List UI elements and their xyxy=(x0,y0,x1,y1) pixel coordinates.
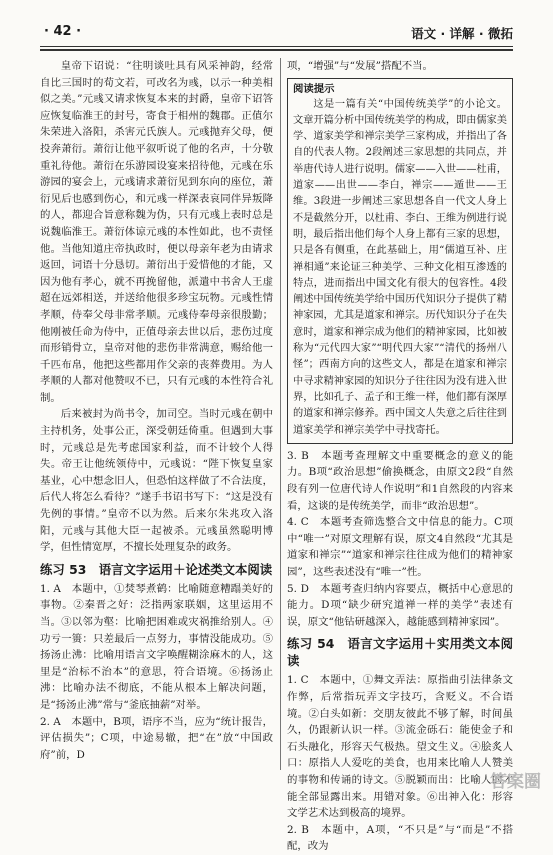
exercise-54-answer-2: 2. B 本题中，A项，“不只是”与“而是”不搭配，改为 xyxy=(287,823,513,853)
translation-para-2: 后来被封为尚书令，加司空。当时元彧在朝中主持机务，处事公正，深受朝廷倚重。但遇到大事时，元彧总是先考虑国家利益，而不计较个人得失。帝王让他统领侍中，元彧说：“陛下恢复皇家基业，心中想念旧人，但恐怕这样做了不合法度，后代人将怎么看待？”遂手书诏书写下：“这是没有先例的事情。”皇帝不以为然。后来尔朱兆攻入洛阳，元彧与其他大臣一起被杀。元彧虽然聪明博学，但性情宽厚，不擅长处理复杂的政务。 xyxy=(40,408,273,554)
exercise-53-answer-1: 1. A 本题中，①焚琴煮鹤：比喻随意糟蹋美好的事物。②秦晋之好：泛指两家联姻，这里运用不当。③以邻为壑：比喻把困难或灾祸推给别人。④功亏一篑：只差最后一点努力，事情没能成功。⑤扬汤止沸：比喻用语言文字唤醒糊涂麻木的人，这里是“治标不治本”的意思，符合语境。⑥扬汤止沸：比喻办法不彻底，不能从根本上解决问题，是“扬汤止沸”常与“釜底抽薪”对举。 xyxy=(40,582,273,711)
exercise-53-answer-2: 2. A 本题中，B项，语序不当，应为“统计报告，评估损失”；C项，中途易辙，把“在”放“中国政府”前，D xyxy=(40,715,273,761)
exercise-53-heading: 练习 53 语言文字运用＋论述类文本阅读 xyxy=(40,561,273,577)
page-number: · 42 · xyxy=(44,24,82,39)
answer-4: 4. C 本题考查筛选整合文中信息的能力。C项中“唯一”对原文理解有误，原文4自然段“尤其是道家和禅宗”“道家和禅宗往往成为他们的精神家园”，这些表述没有“唯一”性。 xyxy=(287,516,513,578)
answer-3: 3. B 本题考查理解文中重要概念的意义的能力。B项“政治思想”偷换概念，由原文2段“自然段有列一位唐代诗人作说明”和1自然段的内容来看，这谈的是传统美学，而非“政治思想”。 xyxy=(287,449,513,512)
page-header xyxy=(44,22,513,46)
column-divider xyxy=(280,58,281,770)
header-rule xyxy=(40,46,513,47)
header-rule-thick xyxy=(40,49,513,51)
continued-text: 项，“增强”与“发展”搭配不当。 xyxy=(287,60,433,72)
reading-tip-text: 这是一篇有关“中国传统美学”的小论文。文章开篇分析中国传统美学的构成，即由儒家美学、道家美学和禅宗美学三家构成，并指出了各自的代表人物。2段阐述三家思想的共同点，并举唐代诗人进行说明。儒家——入世——杜甫，道家——出世——李白，禅宗——遁世——王维。3段进一步阐述三家思想各自一代文人身上不是截然分开，以杜甫、李白、王维为例进行说明，最后指出他们每个人身上都有三家的思想，只是各有侧重，在此基础上，用“儒道互补、庄禅相通”来论证三种美学、三种文化相互渗透的特点，进而指出中国文化有很大的包容性。4段阐述中国传统美学给中国历代知识分子提供了精神家园，尤其是道家和禅宗。历代知识分子在失意时，道家和禅宗成为他们的精神家园，比如被称为“元代四大家”“明代四大家”“清代的扬州八怪”；西南方向的这些文人，都是在道家和禅宗中寻求精神家园的知识分子往往因为没有进入世界，比如孔子、孟子和王维一样，他们都有深厚的道家和禅宗修养。西中国文人失意之后往往到道家美学和禅宗美学中寻找寄托。 xyxy=(293,98,507,436)
section-title: 语文 · 详解 · 微拓 xyxy=(411,26,513,41)
reading-tip-title: 阅读提示 xyxy=(293,82,335,95)
exercise-54-heading: 练习 54 语言文字运用＋实用类文本阅读 xyxy=(287,636,513,669)
translation-para-1: 皇帝下诏说：“往明谈吐具有风采神韵，经常自比三国时的荀文若，可改名为彧，以示一种美相似之美。”元彧又请求恢复本来的封爵，皇帝下诏答应恢复临淮王的封号，寄食于相州的魏郡。正值尔朱荣进入洛阳，杀害元氏族人。元彧抛弃父母，便投奔萧衍。萧衍让他平叙听说了他的名声，十分敬重礼待他。萧衍在乐游园设宴来招待他，元彧在乐游园的宴会上，元彧请求萧衍见到东向的座位，萧衍见后也感到伤心，和元彧一样深表哀同伴异叛降的人，都迎合旨意称魏为伪，只有元彧上表时总是说魏临淮王。萧衍体谅元彧的本性如此，也不责怪他。当他知道庄帝执政时，便以母亲年老为由请求返回，词语十分恳切。萧衍出于爱惜他的才能，又因为他有孝心，就不再挽留他，派遣中书舍人王虚超在远郊相送，并送给他很多珍宝玩物。元彧性情孝顺，侍奉父母非常孝顺。元彧侍奉母亲很殷勤；他刚被任命为侍中，正值母亲去世以后，悲伤过度而形销骨立，皇帝对他的悲伤非常满意，赐给他一千匹布帛，他把这些都用作父亲的丧葬费用。为人孝顺的人都对他赞叹不已，只有元彧的本性符合礼制。 xyxy=(40,60,273,404)
reading-tip-box xyxy=(287,78,513,444)
left-column xyxy=(40,58,273,763)
answer-5: 5. D 本题考查归纳内容要点，概括中心意思的能力。D项“缺少研究道禅一样的美学”表述有误，原文“他钻研越深入，越能感到精神家园”。 xyxy=(287,582,513,628)
watermark-logo: 答案圈 xyxy=(490,772,541,792)
right-column xyxy=(287,58,513,855)
exercise-54-answer-1: 1. C 本题中，①舞文弄法：原指曲引法律条文作弊，后常指玩弄文字技巧，含贬义。不合语境。②白头如新：交朋友彼此不够了解，时间虽久，仍跟新认识一样。③流金砾石：能使金子和石头融化，形容天气极热。望文生义。④脍炙人口：原指人人爱吃的美食，也用来比喻人人赞美的事物和传诵的诗文。⑤脱颖而出：比喻人的才能全部显露出来。用错对象。⑥出神入化：形容文学艺术达到极高的境界。 xyxy=(287,674,513,820)
